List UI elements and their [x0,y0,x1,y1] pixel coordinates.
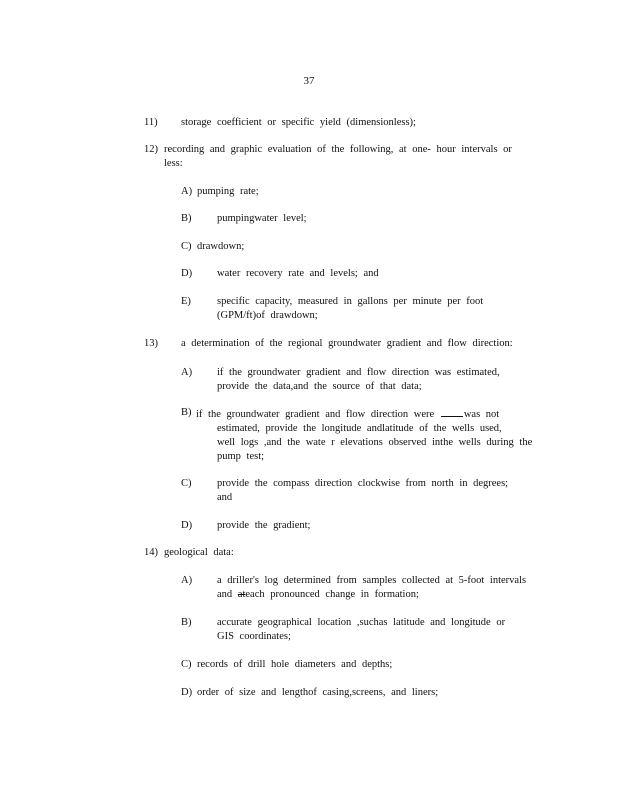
item-text: pumpingwater level; [217,213,307,224]
item-label: B) [181,407,192,418]
item-label: D) [181,268,193,279]
list-item-13b [181,406,532,464]
item-text: pumping rate; [197,186,259,197]
list-item-14c [181,658,392,672]
item-text-line-2: provide the data,and the source of that data; [217,381,422,392]
item-label: D) [181,687,193,698]
item-text: geological data: [164,547,234,558]
item-text: water recovery rate and levels; and [217,268,379,279]
list-item-13a [181,366,500,394]
item-label: A) [181,186,193,197]
item-text-line-1a: if the groundwater gradient and flow direction were [196,409,435,420]
item-label: B) [181,213,192,224]
item-label: A) [181,575,193,586]
item-text-line-1: specific capacity, measured in gallons per minute per foot [217,296,484,307]
list-item-13d [181,519,310,533]
item-text: order of size and lengthof casing,screens, and liners; [197,687,439,698]
item-text: records of drill hole diameters and depths; [197,659,393,670]
list-item-14a [181,574,526,602]
item-text: provide the gradient; [217,520,311,531]
item-text-line-2: estimated, provide the longitude andlatitude of the wells used, [217,423,502,434]
item-label: B) [181,617,192,628]
item-text-line-1: if the groundwater gradient and flow direction was estimated, [217,367,500,378]
item-label: 12) [144,144,158,155]
item-label: 11) [144,117,158,128]
item-label: C) [181,659,192,670]
list-item-13c [181,477,508,505]
item-label: A) [181,367,193,378]
item-text-line-2: GIS coordinates; [217,631,291,642]
list-item-13 [144,337,513,351]
item-text-line-4: pump test; [217,451,265,462]
list-item-12a [181,185,259,199]
struck-text: at [237,589,246,600]
list-item-14 [144,546,234,560]
item-label: 14) [144,547,158,558]
item-label: E) [181,296,191,307]
item-text: storage coefficient or specific yield (dimensionless); [181,117,416,128]
item-text-line-1: accurate geographical location ,suchas latitude and longitude or [217,617,506,628]
item-text-line-2b: each pronounced change in formation; [245,589,419,600]
item-label: 13) [144,338,158,349]
list-item-12 [144,143,544,171]
item-text-line-1b: was not [463,409,500,420]
list-item-12c [181,240,244,254]
page-number: 37 [303,75,315,87]
list-item-12d [181,267,379,281]
list-item-12e [181,295,483,323]
item-text-line-2: and [217,492,233,503]
item-text-line-1: a driller's log determined from samples collected at 5-foot intervals [217,575,527,586]
item-text-line-2a: and [217,589,233,600]
list-item-11 [144,116,416,130]
item-text-line-1: recording and graphic evaluation of the following, at one- hour intervals or [164,144,512,155]
list-item-12b [181,212,307,226]
blank-line [441,406,463,417]
item-text-line-2: less: [164,158,183,169]
list-item-14d [181,686,438,700]
item-label: D) [181,520,193,531]
item-text-line-1: provide the compass direction clockwise from north in degrees; [217,478,509,489]
item-text-line-2: (GPM/ft)of drawdown; [217,310,318,321]
item-text: a determination of the regional groundwater gradient and flow direction: [181,338,513,349]
item-text-line-3: well logs ,and the wate r elevations observed inthe wells during the [217,437,533,448]
list-item-14b [181,616,505,644]
item-label: C) [181,241,192,252]
item-label: C) [181,478,192,489]
item-text: drawdown; [197,241,245,252]
